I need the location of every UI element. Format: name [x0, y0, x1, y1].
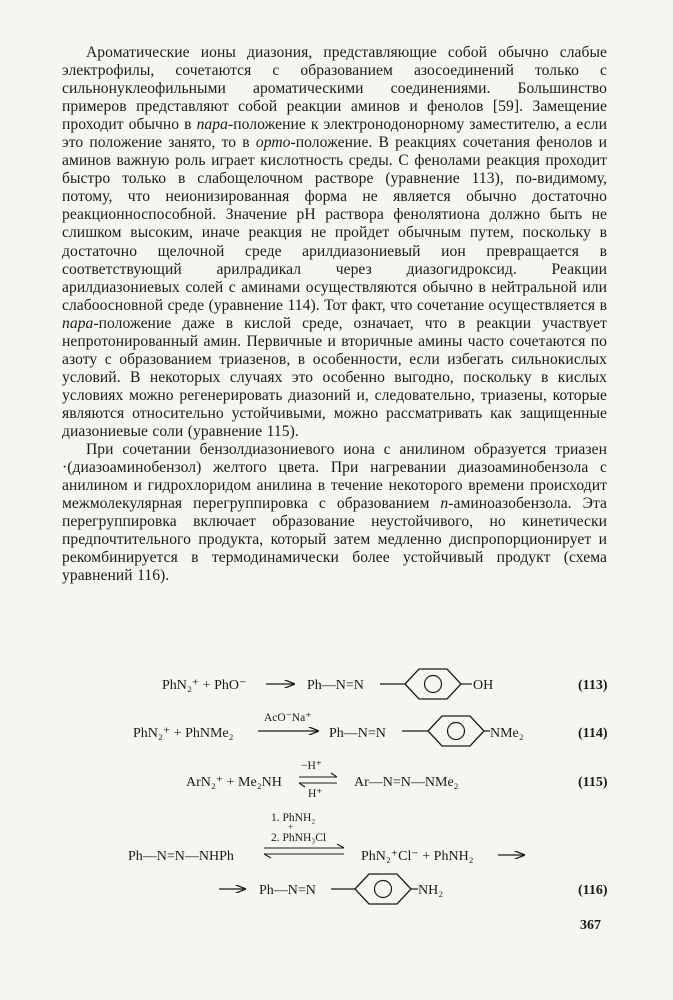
eq114-reactants: PhN₂⁺ + PhNMe₂	[133, 726, 234, 741]
eq116-substituent: NH₂	[418, 883, 444, 898]
eq116-number: (116)	[578, 883, 608, 898]
eq113-substituent: OH	[473, 678, 494, 693]
eq113-benzene-ring	[405, 669, 461, 699]
eq116-step2: 2. PhNH₃Cl	[271, 832, 327, 844]
eq116-intermediate: PhN₂⁺Cl⁻ + PhNH₂	[361, 849, 474, 864]
text-run: Ароматические ионы диазония, представляющие собой обычно слабые электрофилы, сочетаются с образованием азосоединений только с сильнонуклеофильными ароматическими соединениями. Большинство примеров представляют собой реакции аминов и фенолов [59]. Замещение проходит обычно в	[62, 44, 607, 134]
eq116-step1: 1. PhNH₂	[271, 812, 316, 824]
text-run: -положение даже в кислой среде, означает, что в реакции участвует непротонированный амин. Первичные и вторичные амины часто сочетаются по азоту с образованием триазенов, в особенности, если избегать сильнокислых условий. В некоторых случаях это особенно выгодно, поскольку в кислых условиях можно регенерировать диазоний и, следовательно, триазены, которые являются относительно устойчивыми, можно рассматривать как защищенные диазониевые соли (уравнение 115).	[62, 314, 607, 440]
text-run: -положение. В реакциях сочетания фенолов и аминов важную роль играет кислотность среды. С фенолами реакция проходит быстро только в слабощелочном растворе (уравнение 113), по-видимому, потому, что неионизированная форма не является обычно достаточно реакционноспособной. Значение pH раствора фенолятиона должно быть не слишком высоким, иначе реакция не пройдет обычным путем, поскольку в достаточно щелочной среде арилдиазониевый ион превращается в соответствующий арилрадикал через диазогидроксид. Реакции арилдиазониевых солей с аминами осуществляются обычно в нейтральной или слабоосновной среде (уравнение 114). Тот факт, что сочетание осуществляется в	[62, 134, 607, 314]
eq115-reactants: ArN₂⁺ + Me₂NH	[186, 775, 282, 790]
page-number: 367	[580, 918, 601, 933]
equation-114	[133, 712, 608, 746]
eq114-number: (114)	[578, 726, 608, 741]
eq116-reactant: Ph—N=N—NHPh	[128, 849, 234, 864]
italic-term: пара	[62, 314, 94, 332]
text-run: При сочетании бензолдиазониевого иона с анилином образуется триазен ·(диазоаминобензол) желтого цвета. При нагревании диазоаминобензола с анилином и гидрохлоридом анилина в течение некоторого времени происходит межмолекулярная перегруппировка с образованием	[62, 441, 607, 513]
eq114-benzene-ring	[428, 716, 484, 746]
equation-115	[186, 760, 608, 800]
eq116-benzene-ring	[355, 874, 411, 904]
eq115-below-arrow: H⁺	[308, 788, 323, 800]
text-run: -аминоазобензола. Эта перегруппировка включает образование неустойчивого, но кинетически предпочтительного продукта, который затем медленно диспропорционирует и рекомбинируется в термодинамически более устойчивый продукт (схема уравнений 116).	[62, 495, 607, 585]
italic-term: орто	[255, 134, 291, 152]
italic-term: п	[440, 495, 449, 513]
italic-term: пара	[196, 116, 228, 134]
eq116-step2-mark: +	[288, 822, 294, 832]
equation-116	[128, 812, 608, 904]
eq113-reactants: PhN₂⁺ + PhO⁻	[162, 678, 247, 693]
equation-113	[162, 669, 608, 699]
eq115-product: Ar—N=N—NMe₂	[354, 775, 459, 790]
eq113-number: (113)	[578, 678, 608, 693]
eq114-condition: AcO⁻Na⁺	[264, 712, 312, 724]
eq115-above-arrow: −H⁺	[301, 760, 322, 772]
eq114-substituent: NMe₂	[490, 726, 524, 741]
text-run: -положение к электронодонорному заместителю, а если это положение занято, то в	[62, 116, 607, 152]
eq115-number: (115)	[578, 775, 608, 790]
eq114-azo-fragment: Ph—N=N	[329, 726, 386, 741]
eq113-azo-fragment: Ph—N=N	[307, 678, 364, 693]
eq116-azo-fragment: Ph—N=N	[259, 883, 316, 898]
